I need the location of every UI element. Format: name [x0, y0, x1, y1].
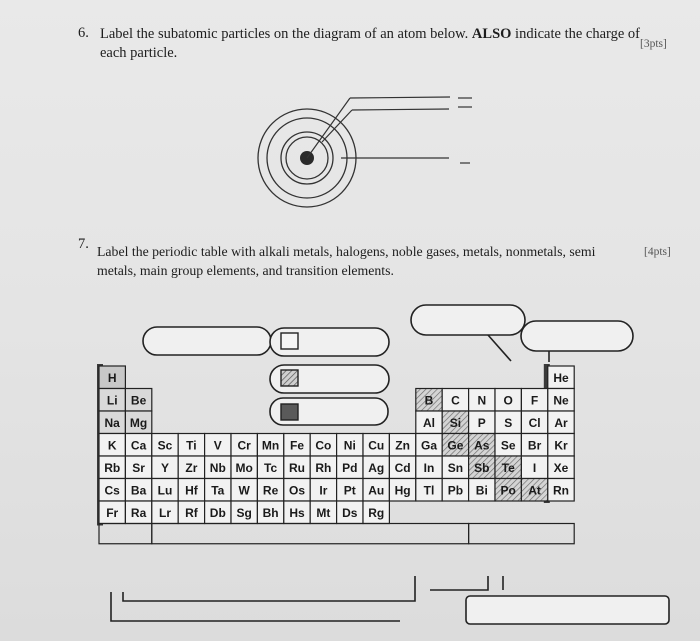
element-symbol-cs: Cs: [104, 483, 120, 498]
element-symbol-k: K: [107, 438, 117, 453]
element-symbol-po: Po: [500, 483, 516, 498]
element-symbol-ba: Ba: [130, 483, 147, 498]
q7-prompt-line1: Label the periodic table with alkali metals, halogens, noble gases, metals, nonmetals, semi: [97, 244, 596, 259]
element-symbol-ds: Ds: [342, 505, 358, 520]
element-symbol-sg: Sg: [236, 505, 252, 520]
element-symbol-tc: Tc: [264, 460, 278, 475]
element-symbol-rh: Rh: [315, 460, 332, 475]
element-symbol-tl: Tl: [423, 483, 435, 498]
element-symbol-pd: Pd: [342, 460, 358, 475]
element-symbol-co: Co: [315, 438, 332, 453]
element-symbol-rg: Rg: [368, 505, 385, 520]
element-symbol-mo: Mo: [235, 460, 253, 475]
element-symbol-c: C: [451, 393, 460, 408]
table-bottom-segment: [99, 524, 152, 544]
element-symbol-i: I: [532, 460, 537, 475]
q6-points: [3pts]: [640, 38, 667, 50]
element-symbol-al: Al: [423, 415, 435, 430]
element-symbol-ta: Ta: [211, 483, 225, 498]
element-symbol-h: H: [107, 370, 117, 385]
q6-prompt-line2: each particle.: [100, 45, 178, 61]
element-symbol-o: O: [503, 393, 513, 408]
element-symbol-ne: Ne: [553, 393, 569, 408]
q7-points: [4pts]: [644, 246, 671, 258]
element-symbol-xe: Xe: [553, 460, 569, 475]
element-symbol-v: V: [213, 438, 222, 453]
element-symbol-at: At: [528, 483, 541, 498]
element-symbol-rn: Rn: [553, 483, 569, 498]
table-bottom-segment: [469, 524, 575, 544]
element-symbol-hf: Hf: [185, 483, 198, 498]
element-symbol-ar: Ar: [554, 415, 568, 430]
element-symbol-si: Si: [449, 415, 462, 430]
element-symbol-bi: Bi: [475, 483, 488, 498]
element-symbol-b: B: [424, 393, 434, 408]
element-symbol-cd: Cd: [394, 460, 411, 475]
element-symbol-as: As: [474, 438, 490, 453]
element-symbol-ni: Ni: [343, 438, 356, 453]
element-symbol-w: W: [238, 483, 250, 498]
element-symbol-lr: Lr: [159, 505, 171, 520]
element-symbol-s: S: [504, 415, 513, 430]
element-symbol-lu: Lu: [157, 483, 173, 498]
table-bottom-segment: [152, 524, 469, 544]
element-symbol-sn: Sn: [447, 460, 464, 475]
q7-number: 7.: [78, 236, 89, 252]
element-symbol-cl: Cl: [528, 415, 541, 430]
q7-prompt-line2: metals, main group elements, and transition elements.: [97, 263, 394, 278]
element-symbol-be: Be: [130, 393, 147, 408]
element-symbol-br: Br: [527, 438, 542, 453]
element-symbol-ir: Ir: [319, 483, 328, 498]
element-symbol-li: Li: [106, 393, 118, 408]
element-symbol-pt: Pt: [343, 483, 356, 498]
element-symbol-p: P: [477, 415, 486, 430]
element-symbol-ti: Ti: [186, 438, 197, 453]
element-symbol-re: Re: [262, 483, 279, 498]
element-symbol-se: Se: [500, 438, 516, 453]
element-symbol-ra: Ra: [130, 505, 147, 520]
element-symbol-y: Y: [160, 460, 170, 475]
q6-number: 6.: [78, 25, 89, 41]
element-symbol-zr: Zr: [185, 460, 198, 475]
element-symbol-pb: Pb: [447, 483, 464, 498]
element-symbol-au: Au: [368, 483, 385, 498]
element-symbol-sb: Sb: [474, 460, 490, 475]
element-symbol-sr: Sr: [132, 460, 145, 475]
element-symbol-ag: Ag: [368, 460, 385, 475]
element-symbol-cr: Cr: [237, 438, 251, 453]
element-symbol-mn: Mn: [261, 438, 280, 453]
element-symbol-na: Na: [104, 415, 120, 430]
element-symbol-fe: Fe: [289, 438, 305, 453]
element-symbol-ga: Ga: [420, 438, 438, 453]
element-symbol-rf: Rf: [185, 505, 198, 520]
element-symbol-mt: Mt: [316, 505, 331, 520]
element-symbol-hs: Hs: [289, 505, 305, 520]
element-symbol-f: F: [530, 393, 539, 408]
element-symbol-in: In: [423, 460, 435, 475]
element-symbol-n: N: [477, 393, 487, 408]
element-symbol-he: He: [553, 370, 569, 385]
element-symbol-ru: Ru: [289, 460, 305, 475]
element-symbol-ge: Ge: [447, 438, 464, 453]
element-symbol-hg: Hg: [394, 483, 411, 498]
element-symbol-nb: Nb: [209, 460, 226, 475]
q6-prompt-line1: Label the subatomic particles on the diagram of an atom below. ALSO indicate the charge of: [100, 26, 640, 42]
element-symbol-kr: Kr: [554, 438, 568, 453]
element-symbol-os: Os: [288, 483, 306, 498]
element-symbol-ca: Ca: [130, 438, 147, 453]
element-symbol-cu: Cu: [368, 438, 385, 453]
element-symbol-bh: Bh: [262, 505, 279, 520]
element-symbol-fr: Fr: [106, 505, 119, 520]
element-symbol-rb: Rb: [104, 460, 121, 475]
element-symbol-mg: Mg: [129, 415, 148, 430]
element-symbol-sc: Sc: [157, 438, 173, 453]
element-symbol-zn: Zn: [395, 438, 410, 453]
element-symbol-db: Db: [209, 505, 226, 520]
element-symbol-te: Te: [501, 460, 515, 475]
